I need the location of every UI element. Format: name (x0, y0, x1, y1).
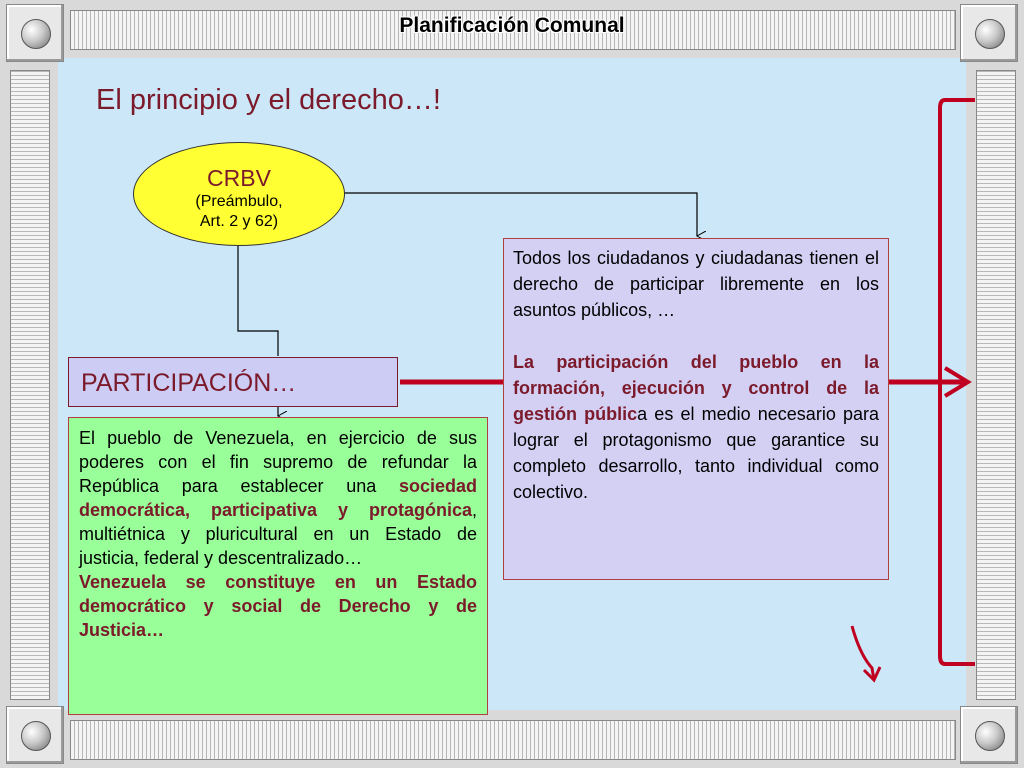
crbv-label: CRBV (207, 165, 271, 191)
right-text-box (503, 238, 889, 580)
right-box-bold-text: La participación del pueblo en la formación, ejecución y control de la gestión públic (513, 352, 879, 424)
right-box-paragraph-1: Todos los ciudadanos y ciudadanas tienen el derecho de participar libremente en los asuntos públicos, … (513, 248, 879, 320)
left-box-text-a: El pueblo de Venezuela, en ejercicio de sus poderes con el fin supremo de refundar la República para establecer una (79, 428, 477, 496)
right-box-spacer (513, 323, 879, 349)
left-text-box (68, 417, 488, 715)
left-box-bold-text: sociedad democrática, participativa y protagónica (79, 476, 477, 520)
left-box-text-b: , multiétnica y pluricultural en un Estado de justicia, federal y descentralizado… (79, 500, 477, 568)
crbv-reference-line2: Art. 2 y 62) (199, 213, 279, 230)
participacion-box: PARTICIPACIÓN… (68, 357, 398, 407)
page-title: Planificación Comunal (399, 14, 625, 37)
slide-heading: El principio y el derecho…! (96, 84, 441, 116)
right-box-text: a es el medio necesario para lograr el protagonismo que garantice su completo desarrollo, tanto individual como colectivo. (513, 404, 879, 502)
left-box-paragraph-2: Venezuela se constituye en un Estado democrático y social de Derecho y de Justicia… (79, 572, 477, 640)
small-curved-arrow (852, 626, 874, 680)
connector-crbv-to-right-box (343, 193, 697, 236)
left-box-paragraph-1 (79, 426, 477, 570)
connector-crbv-to-participacion (238, 244, 278, 356)
crbv-reference-line1: (Preámbulo, (195, 193, 283, 210)
crbv-ellipse (133, 142, 345, 246)
right-box-paragraph-2 (513, 349, 879, 505)
